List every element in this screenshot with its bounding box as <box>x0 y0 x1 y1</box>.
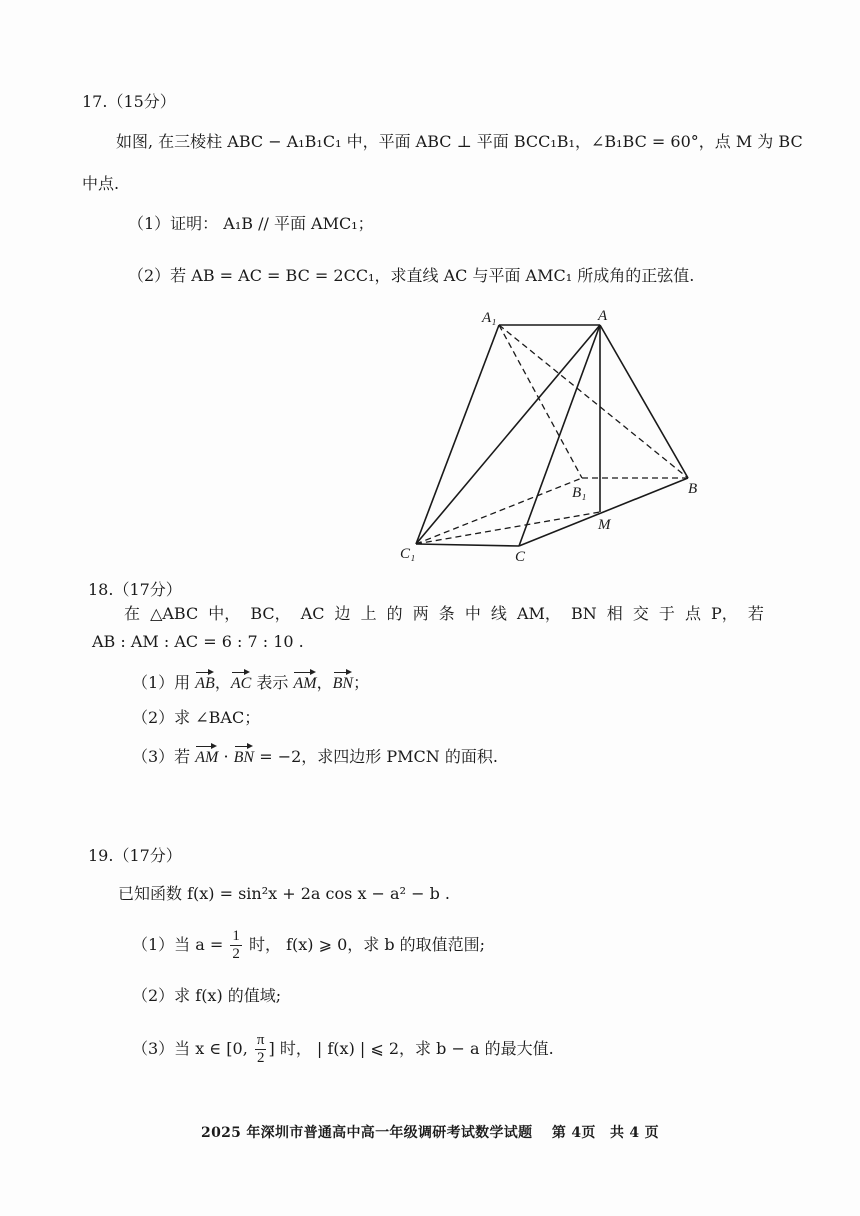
label-m: M <box>598 517 611 533</box>
edge-a-c1 <box>416 325 600 544</box>
edge-c1-b1-dashed <box>416 478 582 544</box>
vector-bn-2: BN <box>234 744 254 768</box>
q18-part3-suffix: = −2，求四边形 PMCN 的面积. <box>254 747 498 766</box>
vector-bn: BN <box>333 670 353 694</box>
label-a1: A₁ <box>482 310 497 326</box>
edge-c-b <box>519 478 688 546</box>
q18-part1-suffix: ； <box>353 673 370 692</box>
q19-part1-prefix: （1）当 a = <box>132 935 229 954</box>
q18-header: 18.（17分） <box>88 580 182 599</box>
vector-am: AM <box>293 670 316 694</box>
label-b: B <box>688 481 698 497</box>
q18-word: 条 <box>438 604 455 623</box>
q18-word: P， <box>711 604 738 623</box>
q17-header: 17.（15分） <box>82 92 176 111</box>
q18-word: 边 <box>334 604 351 623</box>
q18-word: 相 <box>606 604 623 623</box>
q19-stem: 已知函数 f(x) = sin²x + 2a cos x − a² − b . <box>118 884 450 903</box>
q18-part1-sep2: ， <box>316 673 333 692</box>
q18-word: 两 <box>412 604 429 623</box>
q18-part1-mid: 表示 <box>251 673 294 692</box>
q18-word: 的 <box>386 604 403 623</box>
page-footer: 2025 年深圳市普通高中高一年级调研考试数学试题 第 4页 共 4 页 <box>201 1125 659 1141</box>
q19-part1-suffix: 时， f(x) ⩾ 0，求 b 的取值范围; <box>243 935 486 954</box>
q18-part3 <box>132 744 498 768</box>
dot-product-sign: · <box>218 747 234 766</box>
edge-a1-b-dashed <box>499 325 688 478</box>
vector-ac: AC <box>231 670 251 694</box>
q18-word: 上 <box>360 604 377 623</box>
q19-header: 19.（17分） <box>88 846 182 865</box>
fraction-numerator: 1 <box>232 928 240 944</box>
q17-stem-line1: 如图, 在三棱柱 ABC − A₁B₁C₁ 中，平面 ABC ⊥ 平面 BCC₁B₁，∠B₁BC = 60°，点 M 为 BC <box>116 132 803 151</box>
label-a: A <box>598 308 608 324</box>
q18-word: BN <box>570 604 597 623</box>
q18-part1 <box>132 670 369 694</box>
q18-word: 在 <box>124 604 141 623</box>
q18-word: 于 <box>658 604 675 623</box>
q18-part1-sep: ， <box>214 673 231 692</box>
q17-part1: （1）证明： A₁B // 平面 AMC₁； <box>128 214 374 233</box>
q19-part2: （2）求 f(x) 的值域; <box>132 986 282 1005</box>
q19-part3 <box>132 1030 554 1068</box>
vector-am-2: AM <box>195 744 218 768</box>
edge-c1-m-dashed <box>416 512 600 544</box>
q18-word: AC <box>300 604 325 623</box>
edge-a1-c1 <box>416 325 499 544</box>
fraction-denominator: 2 <box>232 946 240 962</box>
q18-word: 点 <box>684 604 701 623</box>
q18-part1-prefix: （1）用 <box>132 673 196 692</box>
q18-word: 线 <box>490 604 507 623</box>
q18-word: 中 <box>464 604 481 623</box>
q19-part1 <box>132 926 485 964</box>
fraction-pi-over-two <box>255 1032 267 1067</box>
q18-word: △ABC <box>150 604 199 623</box>
label-c1: C₁ <box>400 546 416 562</box>
q18-word: 若 <box>747 604 764 623</box>
fraction-denominator: 2 <box>256 1050 265 1066</box>
label-c: C <box>515 549 526 565</box>
q18-stem-line2: AB : AM : AC = 6 : 7 : 10 . <box>92 632 304 651</box>
q18-word: BC， <box>250 604 291 623</box>
fraction-numerator: π <box>256 1032 265 1048</box>
q18-part2: （2）求 ∠BAC； <box>132 708 261 727</box>
q19-part3-suffix: ] 时， | f(x) | ⩽ 2，求 b − a 的最大值. <box>268 1039 554 1058</box>
q19-part3-prefix: （3）当 x ∈ [0, <box>132 1039 253 1058</box>
edge-c1-c <box>416 544 519 546</box>
label-b1: B₁ <box>572 485 587 501</box>
edge-a1-b1-dashed <box>499 325 582 478</box>
q18-part3-prefix: （3）若 <box>132 747 196 766</box>
fraction-one-half <box>230 928 242 963</box>
q17-part2: （2）若 AB = AC = BC = 2CC₁，求直线 AC 与平面 AMC₁ 所成角的正弦值. <box>128 266 695 285</box>
q18-word: AM， <box>516 604 561 623</box>
q18-word: 中， <box>208 604 241 623</box>
q17-stem-line2: 中点. <box>82 174 120 193</box>
q18-word: 交 <box>632 604 649 623</box>
q18-stem-line1 <box>124 604 764 624</box>
vector-ab: AB <box>195 670 215 694</box>
edge-a-b <box>600 325 688 478</box>
